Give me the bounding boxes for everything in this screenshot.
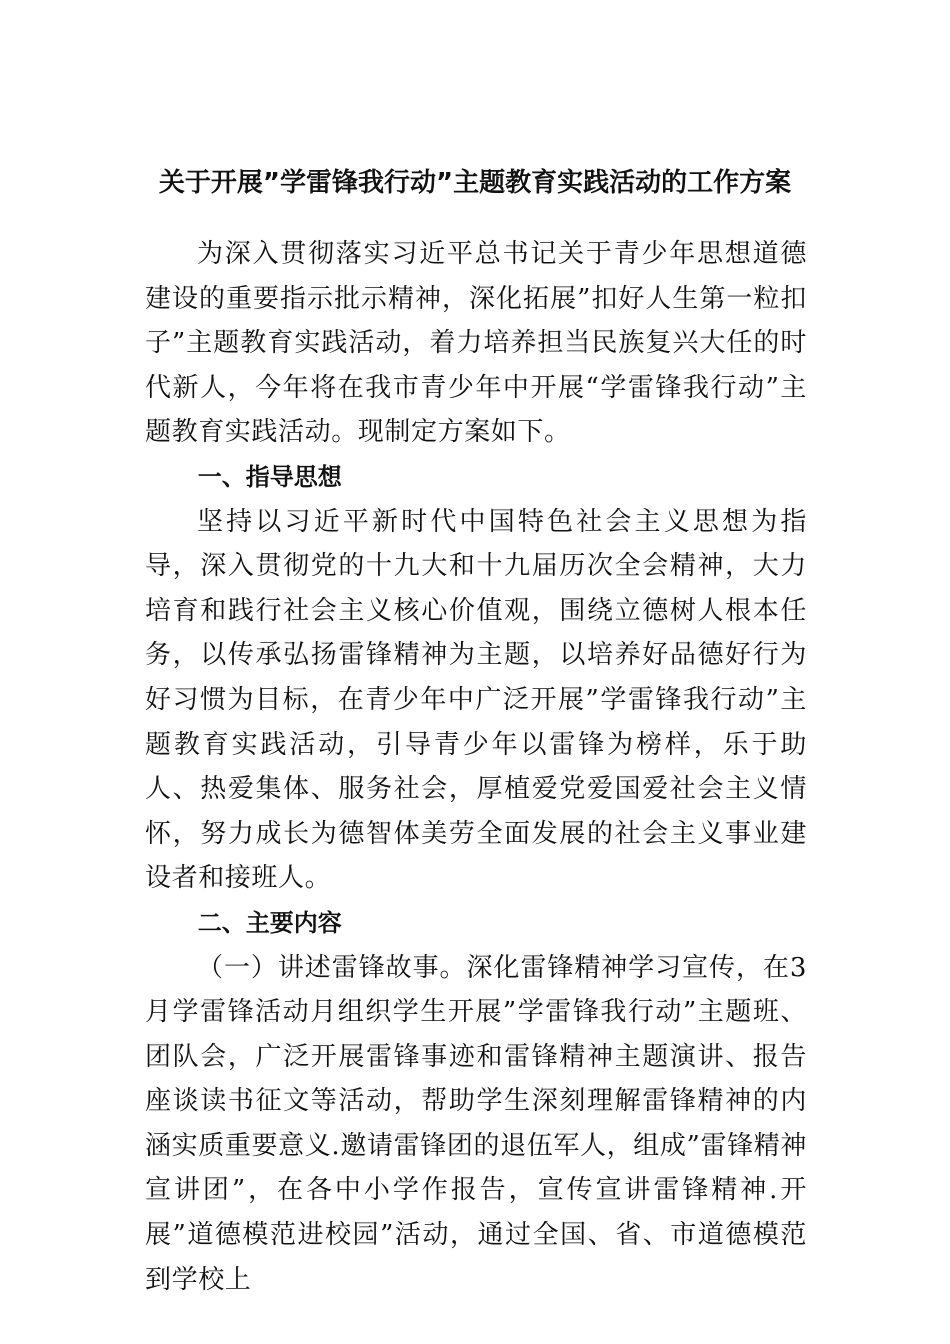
intro-paragraph: 为深入贯彻落实习近平总书记关于青少年思想道德建设的重要指示批示精神，深化拓展”扣好人生第一粒扣子”主题教育实践活动，着力培养担当民族复兴大任的时代新人，今年将在我市青少年中开展“学雷锋我行动”主题教育实践活动。现制定方案如下。 [145, 239, 807, 448]
section-heading-main-content: 二、主要内容 [197, 908, 342, 937]
guiding-ideology-paragraph: 坚持以习近平新时代中国特色社会主义思想为指导，深入贯彻党的十九大和十九届历次全会精神，大力培育和践行社会主义核心价值观，围绕立德树人根本任务，以传承弘扬雷锋精神为主题，以培养好品德好行为好习惯为目标，在青少年中广泛开展”学雷锋我行动”主题教育实践活动，引导青少年以雷锋为榜样，乐于助人、热爱集体、服务社会，厚植爱党爱国爱社会主义情怀，努力成长为德智体美劳全面发展的社会主义事业建设者和接班人。 [145, 506, 807, 894]
main-content-paragraph: （一）讲述雷锋故事。深化雷锋精神学习宣传，在3月学雷锋活动月组织学生开展”学雷锋我行动”主题班、团队会，广泛开展雷锋事迹和雷锋精神主题演讲、报告座谈读书征文等活动，帮助学生深刻理解雷锋精神的内涵实质重要意义.邀请雷锋团的退伍军人，组成”雷锋精神宣讲团”，在各中小学作报告，宣传宣讲雷锋精神.开展”道德模范进校园”活动，通过全国、省、市道德模范到学校上 [145, 952, 807, 1295]
document-title: 关于开展”学雷锋我行动”主题教育实践活动的工作方案 [158, 168, 792, 198]
document-body [145, 232, 807, 1302]
section-heading-guiding-ideology: 一、指导思想 [197, 462, 342, 491]
